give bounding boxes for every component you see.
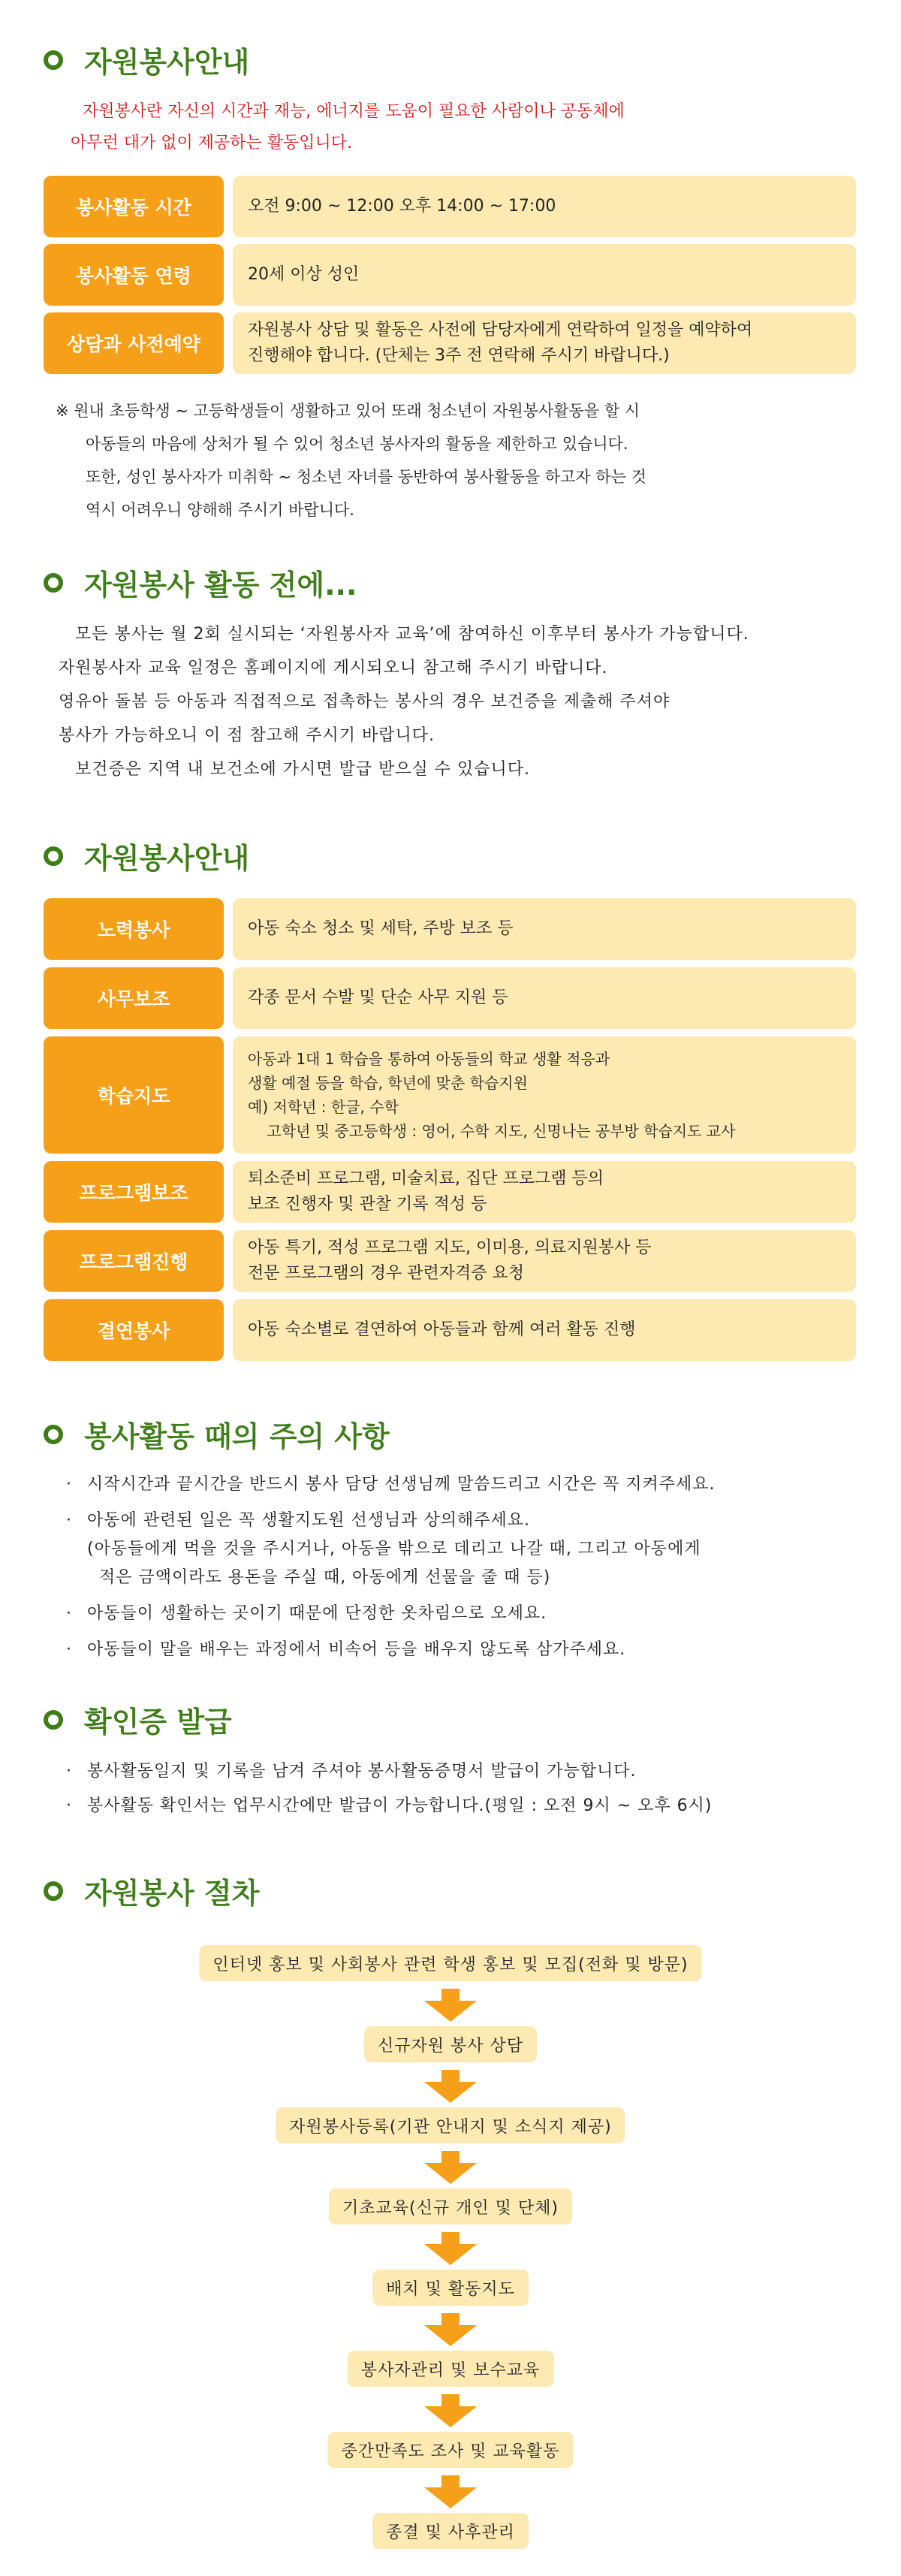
section-title-before-activity (44, 562, 357, 603)
info-value-line: 자원봉사 상담 및 활동은 사전에 담당자에게 연락하여 일정을 예약하여 (248, 321, 753, 339)
info-value-line: 아동 숙소별로 결연하여 아동들과 함께 여러 활동 진행 (248, 1320, 636, 1339)
caution-item: · 아동에 관련된 일은 꼭 생활지도원 선생님과 상의해주세요. (아동들에게 먹을 것을 주시거나, 아동을 밖으로 데리고 나갈 때, 그리고 아동에게 적은 금액이라도 용돈을 주실 때, 아동에게 선물을 줄 때 등) (66, 1507, 716, 1592)
info-row-reservation (44, 312, 856, 374)
info-value (233, 176, 856, 237)
info-label: 노력봉사 (44, 898, 224, 960)
info-label: 프로그램진행 (44, 1230, 224, 1292)
section-title-text: 자원봉사 절차 (84, 1877, 260, 1910)
down-arrow-icon (424, 2313, 477, 2346)
intro-text (71, 96, 625, 159)
procedure-step: 신규자원 봉사 상담 (364, 2026, 537, 2062)
note-line: ※ 원내 초등학생 ~ 고등학생들이 생활하고 있어 또래 청소년이 자원봉사활동을 할 시 (56, 402, 640, 420)
down-arrow-icon (424, 2070, 477, 2103)
info-value-line: 예) 저학년 : 한글, 수학 (248, 1098, 399, 1116)
certificate-line: 봉사활동 확인서는 업무시간에만 발급이 가능합니다.(평일 : 오전 9시 ~ 오후 6시) (87, 1796, 713, 1815)
certificate-list (66, 1757, 713, 1820)
info-value (233, 312, 856, 374)
down-arrow-icon (424, 2475, 477, 2508)
note-line: 아동들의 마음에 상처가 될 수 있어 청소년 봉사자의 활동을 제한하고 있습니다. (86, 435, 628, 453)
circle-bullet-icon (44, 1710, 63, 1730)
info-value-line: 생활 예절 등을 학습, 학년에 맞춘 학습지원 (248, 1074, 528, 1092)
caution-line: 적은 금액이라도 용돈을 주실 때, 아동에게 선물을 줄 때 등) (87, 1568, 551, 1587)
section-title-text: 자원봉사 활동 전에... (84, 569, 357, 602)
info-value-line: 아동 숙소 청소 및 세탁, 주방 보조 등 (248, 919, 514, 938)
circle-bullet-icon (44, 573, 63, 593)
section-title-procedure (44, 1870, 259, 1911)
info-label: 봉사활동 시간 (44, 176, 224, 237)
para-line: 자원봉사자 교육 일정은 홈페이지에 게시되오니 참고해 주시기 바랍니다. (59, 659, 608, 677)
info-label: 프로그램보조 (44, 1161, 224, 1223)
intro-line: 아무런 대가 없이 제공하는 활동입니다. (71, 134, 352, 152)
para-line: 영유아 돌봄 등 아동과 직접적으로 접촉하는 봉사의 경우 보건증을 제출해 주셔야 (59, 692, 670, 711)
para-line: 봉사가 가능하오니 이 점 참고해 주시기 바랍니다. (59, 726, 435, 745)
info-label: 봉사활동 연령 (44, 244, 224, 306)
info-value-line: 아동과 1대 1 학습을 통하여 아동들의 학교 생활 적응과 (248, 1050, 610, 1068)
info-value-line: 고학년 및 중고등학생 : 영어, 수학 지도, 신명나는 공부방 학습지도 교사 (248, 1122, 736, 1140)
before-activity-text (59, 617, 749, 786)
section-title-text: 자원봉사안내 (84, 842, 250, 875)
section-title-cautions (44, 1413, 390, 1455)
circle-bullet-icon (44, 50, 63, 70)
info-value-line: 20세 이상 성인 (248, 265, 360, 284)
type-row-office (44, 967, 856, 1029)
procedure-step: 봉사자관리 및 보수교육 (348, 2351, 554, 2387)
procedure-step: 종결 및 사후관리 (372, 2513, 529, 2549)
down-arrow-icon (424, 1989, 477, 2022)
section-title-text: 자원봉사안내 (84, 46, 250, 79)
caution-item: · 아동들이 말을 배우는 과정에서 비속어 등을 배우지 않도록 삼가주세요. (66, 1636, 716, 1664)
note-line: 또한, 성인 봉사자가 미취학 ~ 청소년 자녀를 동반하여 봉사활동을 하고자 하는 것 (86, 468, 646, 486)
type-row-program-assist (44, 1161, 856, 1223)
down-arrow-icon (424, 2151, 477, 2184)
info-value-line: 아동 특기, 적성 프로그램 지도, 이미용, 의료지원봉사 등 (248, 1238, 652, 1257)
section-title-volunteer-types (44, 835, 249, 876)
procedure-step: 인터넷 홍보 및 사회봉사 관련 학생 홍보 및 모집(전화 및 방문) (199, 1945, 701, 1981)
info-value-line: 오전 9:00 ~ 12:00 오후 14:00 ~ 17:00 (248, 197, 556, 216)
note-line: 역시 어려우니 양해해 주시기 바랍니다. (86, 501, 354, 519)
info-value (233, 898, 856, 960)
circle-bullet-icon (44, 846, 63, 866)
info-value-line: 퇴소준비 프로그램, 미술치료, 집단 프로그램 등의 (248, 1169, 604, 1188)
info-value-line: 전문 프로그램의 경우 관련자격증 요청 (248, 1264, 525, 1283)
type-row-tutoring (44, 1036, 856, 1154)
type-row-sponsorship (44, 1299, 856, 1361)
section-title-text: 봉사활동 때의 주의 사항 (84, 1420, 390, 1453)
procedure-step: 중간만족도 조사 및 교육활동 (327, 2432, 573, 2468)
certificate-item: · 봉사활동 확인서는 업무시간에만 발급이 가능합니다.(평일 : 오전 9시 ~ 오후 6시) (66, 1792, 713, 1820)
caution-item: · 아동들이 생활하는 곳이기 때문에 단정한 옷차림으로 오세요. (66, 1600, 716, 1628)
info-value (233, 1161, 856, 1223)
section-title-certificate (44, 1699, 232, 1740)
info-value (233, 1036, 856, 1154)
info-value-line: 각종 문서 수발 및 단순 사무 지원 등 (248, 988, 508, 1007)
procedure-step: 배치 및 활동지도 (372, 2270, 529, 2306)
down-arrow-icon (424, 2232, 477, 2265)
info-value-line: 보조 진행자 및 관찰 기록 적성 등 (248, 1195, 487, 1214)
caution-line: 시작시간과 끝시간을 반드시 봉사 담당 선생님께 말씀드리고 시간은 꼭 지켜주세요. (87, 1475, 716, 1494)
section-title-volunteer-guide (44, 39, 249, 80)
circle-bullet-icon (44, 1881, 63, 1901)
caution-line: 아동에 관련된 일은 꼭 생활지도원 선생님과 상의해주세요. (87, 1511, 531, 1530)
info-value (233, 967, 856, 1029)
caution-line: (아동들에게 먹을 것을 주시거나, 아동을 밖으로 데리고 나갈 때, 그리고 아동에게 (87, 1540, 701, 1558)
type-row-program-lead (44, 1230, 856, 1292)
intro-line: 자원봉사란 자신의 시간과 재능, 에너지를 도움이 필요한 사람이나 공동체에 (83, 102, 625, 121)
info-value-line: 진행해야 합니다. (단체는 3주 전 연락해 주시기 바랍니다.) (248, 346, 670, 365)
para-line: 모든 봉사는 월 2회 실시되는 ‘자원봉사자 교육’에 참여하신 이후부터 봉사가 가능합니다. (75, 625, 749, 644)
caution-line: 아동들이 생활하는 곳이기 때문에 단정한 옷차림으로 오세요. (87, 1604, 547, 1623)
info-label: 상담과 사전예약 (44, 312, 224, 374)
caution-item: · 시작시간과 끝시간을 반드시 봉사 담당 선생님께 말씀드리고 시간은 꼭 지켜주세요. (66, 1470, 716, 1499)
caution-list (66, 1470, 716, 1664)
para-line: 보건증은 지역 내 보건소에 가시면 발급 받으실 수 있습니다. (75, 760, 530, 779)
procedure-step: 기초교육(신규 개인 및 단체) (329, 2188, 572, 2225)
section-title-text: 확인증 발급 (84, 1706, 232, 1739)
caution-line: 아동들이 말을 배우는 과정에서 비속어 등을 배우지 않도록 삼가주세요. (87, 1640, 626, 1659)
info-row-age (44, 244, 856, 306)
info-label: 학습지도 (44, 1036, 224, 1154)
down-arrow-icon (424, 2394, 477, 2427)
circle-bullet-icon (44, 1425, 63, 1444)
info-value (233, 244, 856, 306)
certificate-item: · 봉사활동일지 및 기록을 남겨 주셔야 봉사활동증명서 발급이 가능합니다. (66, 1757, 713, 1786)
restriction-note (56, 394, 646, 526)
info-value (233, 1230, 856, 1292)
info-label: 결연봉사 (44, 1299, 224, 1361)
type-row-labor (44, 898, 856, 960)
procedure-step: 자원봉사등록(기관 안내지 및 소식지 제공) (276, 2107, 625, 2143)
info-value (233, 1299, 856, 1361)
certificate-line: 봉사활동일지 및 기록을 남겨 주셔야 봉사활동증명서 발급이 가능합니다. (87, 1762, 637, 1781)
info-row-time (44, 176, 856, 237)
info-label: 사무보조 (44, 967, 224, 1029)
